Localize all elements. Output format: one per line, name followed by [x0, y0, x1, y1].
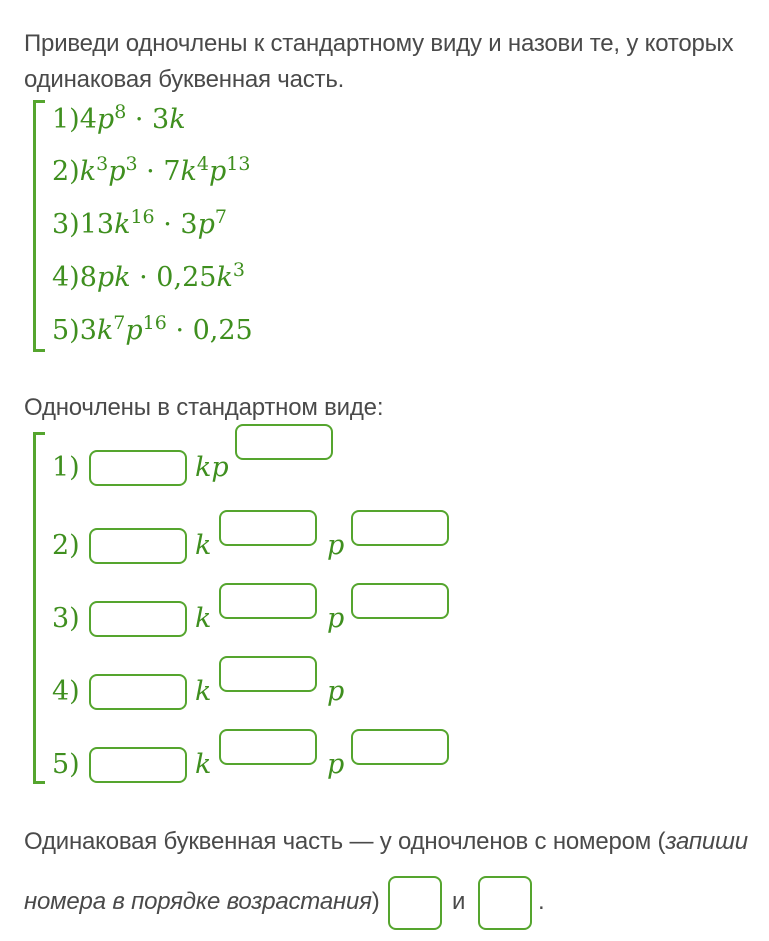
variable-k: k [195, 749, 212, 780]
term-text: · 0,25 [130, 262, 217, 293]
variable-p: p [327, 676, 345, 707]
expression-1 [52, 100, 186, 140]
term-text: 4 [79, 104, 97, 135]
term-text: · 3 [154, 209, 198, 240]
row-number: 5) [52, 749, 80, 780]
variable: p [197, 209, 215, 240]
coefficient-input[interactable] [89, 601, 187, 637]
task-instruction [24, 26, 754, 98]
expression-number: 5) [52, 315, 80, 346]
variable: k [96, 315, 114, 346]
variable: k [79, 156, 97, 187]
coefficient-input[interactable] [89, 747, 187, 783]
task-line-2: одинаковая буквенная часть. [24, 66, 345, 93]
second-number-input[interactable] [478, 876, 532, 930]
k-exponent-input[interactable] [219, 583, 317, 619]
variable: p [108, 156, 126, 187]
expression-number: 3) [52, 209, 80, 240]
row-number: 1) [52, 452, 80, 483]
period-text: . [538, 888, 545, 915]
variable-k: k [195, 530, 212, 561]
exponent: 8 [114, 100, 127, 123]
conjunction-text: и [452, 888, 466, 915]
term-text: 8 [79, 262, 97, 293]
exponent: 3 [96, 152, 109, 175]
coefficient-input[interactable] [89, 674, 187, 710]
expression-number: 4) [52, 262, 80, 293]
k-exponent-input[interactable] [219, 656, 317, 692]
p-exponent-input[interactable] [351, 729, 449, 765]
variable: k [169, 104, 186, 135]
variable-k: k [195, 676, 212, 707]
exponent-input[interactable] [235, 424, 333, 460]
k-exponent-input[interactable] [219, 729, 317, 765]
exponent: 7 [214, 205, 227, 228]
standard-row-2 [52, 518, 752, 578]
variable-p: p [327, 749, 345, 780]
expression-4 [52, 258, 245, 298]
standard-row-5 [52, 737, 752, 797]
answer-close-paren: ) [371, 888, 380, 915]
variable: k [114, 209, 131, 240]
row-number: 2) [52, 530, 80, 561]
expressions-bracket [33, 100, 45, 352]
standard-row-3 [52, 591, 752, 651]
standard-form-bracket [33, 432, 45, 784]
answer-text: Одинаковая буквенная часть — у одночленов с номером ( [24, 828, 666, 855]
expression-3 [52, 205, 227, 245]
variable: pk [96, 262, 131, 293]
exponent: 3 [232, 258, 245, 281]
p-exponent-input[interactable] [351, 510, 449, 546]
row-number: 3) [52, 603, 80, 634]
variable-p: p [327, 530, 345, 561]
standard-row-1 [52, 440, 752, 500]
term-text: · 3 [126, 104, 170, 135]
standard-row-4 [52, 664, 752, 724]
answer-italic-hint: запиши [665, 828, 748, 855]
exponent: 13 [226, 152, 251, 175]
coefficient-input[interactable] [89, 450, 187, 486]
expression-number: 2) [52, 156, 80, 187]
exponent: 3 [125, 152, 138, 175]
exponent: 7 [113, 311, 126, 334]
variable: k [180, 156, 197, 187]
variable: p [125, 315, 143, 346]
answer-prompt-line-1 [24, 828, 748, 856]
variable: p [208, 156, 227, 187]
answer-italic-hint-2: номера в порядке возрастания [24, 888, 372, 915]
term-text: 3 [79, 315, 97, 346]
expression-5 [52, 311, 253, 351]
exponent: 16 [142, 311, 167, 334]
variable-p: p [327, 603, 345, 634]
first-number-input[interactable] [388, 876, 442, 930]
k-exponent-input[interactable] [219, 510, 317, 546]
variable-kp: kp [195, 452, 229, 483]
variable: p [96, 104, 115, 135]
expression-number: 1) [52, 104, 80, 135]
exponent: 4 [196, 152, 209, 175]
p-exponent-input[interactable] [351, 583, 449, 619]
task-line-1: Приведи одночлены к стандартному виду и назови те, у которых [24, 30, 734, 57]
standard-form-title: Одночлены в стандартном виде: [24, 394, 384, 421]
variable-k: k [195, 603, 212, 634]
answer-prompt-line-2 [24, 888, 380, 916]
coefficient-input[interactable] [89, 528, 187, 564]
term-text: · 7 [137, 156, 181, 187]
term-text: 13 [79, 209, 115, 240]
variable: k [216, 262, 233, 293]
row-number: 4) [52, 676, 80, 707]
term-text: · 0,25 [166, 315, 253, 346]
expression-2 [52, 152, 250, 192]
exponent: 16 [130, 205, 155, 228]
